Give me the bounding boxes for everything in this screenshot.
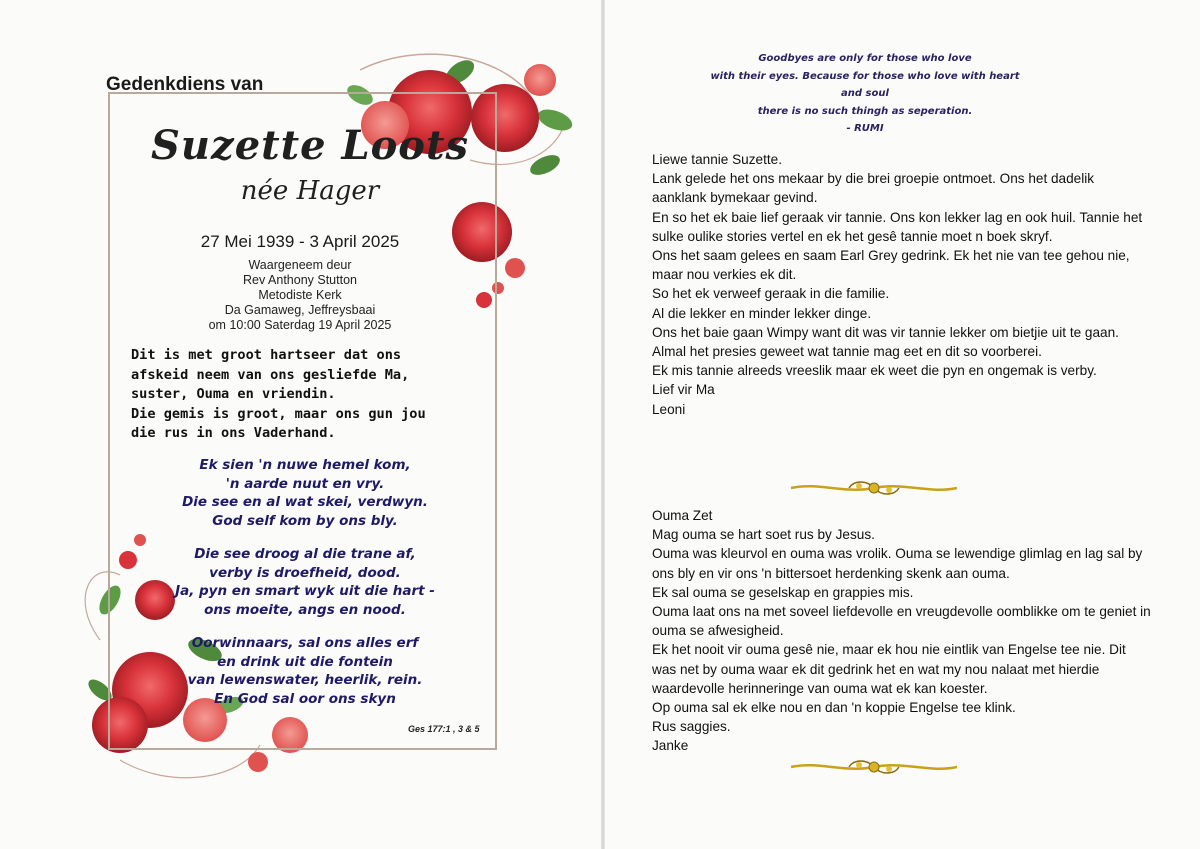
letter-line: Ons het baie gaan Wimpy want dit was vir tannie lekker om bietjie uit te gaan. Almal het presies geweet wat tannie mag eet en dit so voorberei. xyxy=(652,324,1119,360)
service-church: Metodiste Kerk xyxy=(258,288,342,302)
letter-line: Ek sal ouma se geselskap en grappies mis. xyxy=(652,584,914,600)
letter-line: Liewe tannie Suzette. xyxy=(652,152,782,167)
letter-line: So het ek verweef geraak in die familie. xyxy=(652,286,890,302)
service-time: om 10:00 Saterdag 19 April 2025 xyxy=(208,318,392,332)
memorial-header: Gedenkdiens van xyxy=(106,74,264,95)
service-address: Da Gamaweg, Jeffreysbaai xyxy=(224,303,376,317)
poem-stanza-1: Ek sien 'n nuwe hemel kom, 'n aarde nuut en vry. Die see en al wat skei, verdwyn. God self kom by ons bly. xyxy=(182,457,428,529)
letter-line: Ek mis tannie alreeds vreeslik maar ek weet die pyn en ongemak is verby. xyxy=(652,363,1097,379)
letter-line: Al die lekker en minder lekker dinge. xyxy=(652,305,872,321)
service-details xyxy=(150,258,450,333)
service-officiant-label: Waargeneem deur xyxy=(248,258,352,272)
letter-line: Mag ouma se hart soet rus by Jesus. xyxy=(652,527,875,543)
maiden-name: née Hager xyxy=(240,176,380,206)
poem-stanza-3: Oorwinnaars, sal ons alles erf en drink uit die fontein van lewenswater, heerlik, rein. En God sal oor ons skyn xyxy=(187,635,423,707)
gold-ornament-divider xyxy=(789,757,959,777)
rumi-quote: Goodbyes are only for those who love with their eyes. Because for those who love with heart and soul there is no such thingh as seperation. - RUMI xyxy=(710,53,1020,134)
letter-signoff: Lief vir Ma xyxy=(652,382,715,398)
letter-line: En so het ek baie lief geraak vir tannie. Ons kon lekker lag en ook huil. Tannie het sulke oulike stories vertel en ek het gesê tannie moet n boek skryf. xyxy=(652,209,1143,244)
life-dates: 27 Mei 1939 - 3 April 2025 xyxy=(200,232,400,251)
letter-janke xyxy=(652,506,1152,756)
letter-leoni xyxy=(652,150,1152,419)
tribute-text: Dit is met groot hartseer dat ons afskeid neem van ons gesliefde Ma, suster, Ouma en vriendin. Die gemis is groot, maar ons gun jou die rus in ons Vaderhand. xyxy=(131,347,426,441)
letter-line: Ons het saam gelees en saam Earl Grey gedrink. Ek het nie van tee gehou nie, maar nou verkies ek dit. xyxy=(652,248,1130,283)
letter-line: Ouma Zet xyxy=(652,508,713,523)
letter-line: Op ouma sal ek elke nou en dan 'n koppie Engelse tee klink. xyxy=(652,700,1016,716)
poem-stanza-2: Die see droog al die trane af, verby is droefheid, dood. Ja, pyn en smart wyk uit die hart - ons moeite, angs en nood. xyxy=(175,546,435,618)
hymn-reference: Ges 177:1 , 3 & 5 xyxy=(408,724,480,734)
deceased-name: Suzette Loots xyxy=(151,122,469,169)
letter-line: Ouma laat ons na met soveel liefdevolle en vreugdevolle oomblikke om te geniet in ouma se afwesigheid. xyxy=(652,604,1151,639)
letter-signature: Leoni xyxy=(652,401,686,417)
letter-line: Ek het nooit vir ouma gesê nie, maar ek hou nie eintlik van Engelse tee nie. Dit was net by ouma waar ek dit gedrink het en wat my nou nalaat met hierdie waardevolle herinneringe van ouma wat ek kan koester. xyxy=(652,642,1126,696)
letter-signature: Janke xyxy=(652,738,689,754)
letter-line: Ouma was kleurvol en ouma was vrolik. Ouma se lewendige glimlag en lag sal by ons bly en vir ons 'n bittersoet herdenking skenk aan ouma. xyxy=(652,546,1143,581)
letter-line: Rus saggies. xyxy=(652,719,731,735)
poem xyxy=(140,456,470,723)
service-officiant: Rev Anthony Stutton xyxy=(243,273,357,287)
gold-ornament-divider xyxy=(789,478,959,498)
letter-line: Lank gelede het ons mekaar by die brei groepie ontmoet. Ons het dadelik aanklank bymekaar gevind. xyxy=(652,171,1095,206)
